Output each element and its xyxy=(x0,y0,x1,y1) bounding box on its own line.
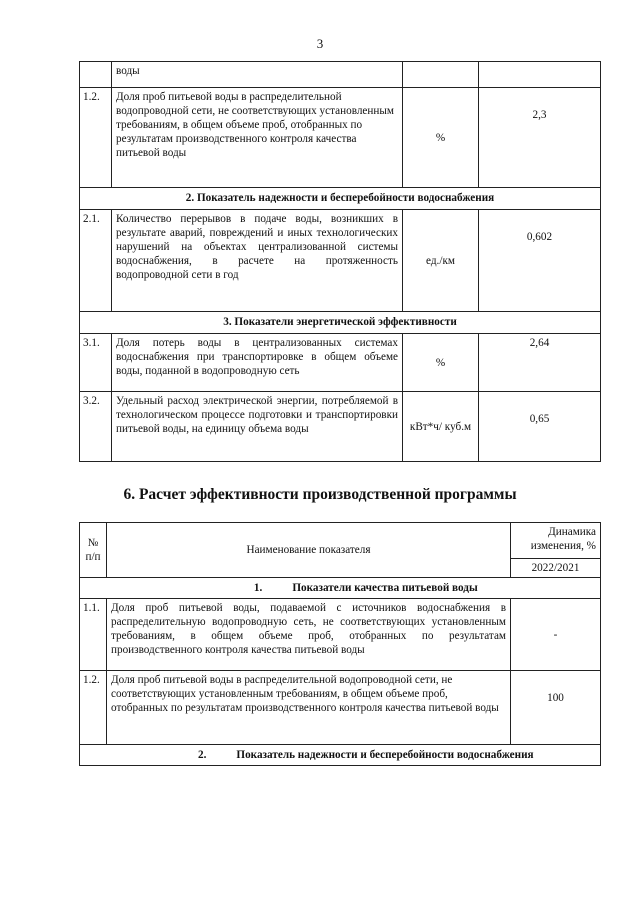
value-cell: 2,64 xyxy=(479,334,601,392)
indicator-text: воды xyxy=(112,62,403,88)
table-row xyxy=(80,88,601,188)
header-period: 2022/2021 xyxy=(511,559,601,578)
row-number: 1.2. xyxy=(80,88,112,188)
section-heading: 3. Показатели энергетической эффективности xyxy=(80,312,601,334)
table-row xyxy=(80,62,601,88)
row-number: 1.1. xyxy=(80,599,107,671)
value-cell: 100 xyxy=(511,671,601,745)
row-number: 1.2. xyxy=(80,671,107,745)
unit-cell: % xyxy=(403,88,479,188)
header-name: Наименование показателя xyxy=(107,523,511,578)
unit-cell xyxy=(403,62,479,88)
row-number: 3.1. xyxy=(80,334,112,392)
section-heading xyxy=(80,578,601,599)
value-cell: 0,602 xyxy=(479,210,601,312)
section-title: Показатели качества питьевой воды xyxy=(292,582,478,594)
section-6-title: 6. Расчет эффективности производственной программы xyxy=(123,486,517,503)
section-heading: 2. Показатель надежности и бесперебойности водоснабжения xyxy=(80,188,601,210)
row-number: 3.2. xyxy=(80,392,112,462)
table-row xyxy=(80,210,601,312)
page-number: 3 xyxy=(316,36,324,51)
indicators-table xyxy=(79,61,601,462)
table-row xyxy=(80,392,601,462)
row-number xyxy=(80,62,112,88)
unit-cell: кВт*ч/ куб.м xyxy=(403,392,479,462)
section-row xyxy=(80,188,601,210)
table-row xyxy=(80,334,601,392)
section-title: Показатель надежности и бесперебойности водоснабжения xyxy=(236,749,534,761)
section-row xyxy=(80,745,601,766)
unit-cell: % xyxy=(403,334,479,392)
unit-cell: ед./км xyxy=(403,210,479,312)
value-cell xyxy=(479,62,601,88)
header-number: № п/п xyxy=(80,523,107,578)
indicator-text: Доля проб питьевой воды в распределительной водопроводной сети, не соответствующих установленным требованиям, в общем объеме проб, отобранных по результатам производственного контроля качества питьевой воды xyxy=(107,671,511,745)
section-row xyxy=(80,312,601,334)
value-cell: 0,65 xyxy=(479,392,601,462)
indicator-text: Доля проб питьевой воды в распределительной водопроводной сети, не соответствующих установленным требованиям, в общем объеме проб, отобранных по результатам производственного контроля качества питьевой воды xyxy=(112,88,403,188)
header-dynamics: Динамика изменения, % xyxy=(511,523,601,559)
header-row xyxy=(80,523,601,559)
section-row xyxy=(80,578,601,599)
efficiency-table xyxy=(79,522,601,766)
table-row xyxy=(80,599,601,671)
table-row xyxy=(80,671,601,745)
indicator-text: Доля проб питьевой воды, подаваемой с источников водоснабжения в распределительную водопроводную сеть, не соответствующих установленным требованиям, в общем объеме проб, отобранных по результатам производственного контроля качества питьевой воды xyxy=(107,599,511,671)
row-number: 2.1. xyxy=(80,210,112,312)
section-heading xyxy=(80,745,601,766)
value-cell: 2,3 xyxy=(479,88,601,188)
section-number: 1. xyxy=(253,582,263,594)
section-number: 2. xyxy=(198,749,207,761)
value-cell: - xyxy=(511,599,601,671)
indicator-text: Доля потерь воды в централизованных системах водоснабжения при транспортировке в общем объеме воды, поданной в водопроводную сеть xyxy=(112,334,403,392)
indicator-text: Количество перерывов в подаче воды, возникших в результате аварий, повреждений и иных технологических нарушений на объектах централизованной системы водоснабжения, в расчете на протяженность водопроводной сети в год xyxy=(112,210,403,312)
indicator-text: Удельный расход электрической энергии, потребляемой в технологическом процессе подготовки и транспортировки питьевой воды, на единицу объема воды xyxy=(112,392,403,462)
